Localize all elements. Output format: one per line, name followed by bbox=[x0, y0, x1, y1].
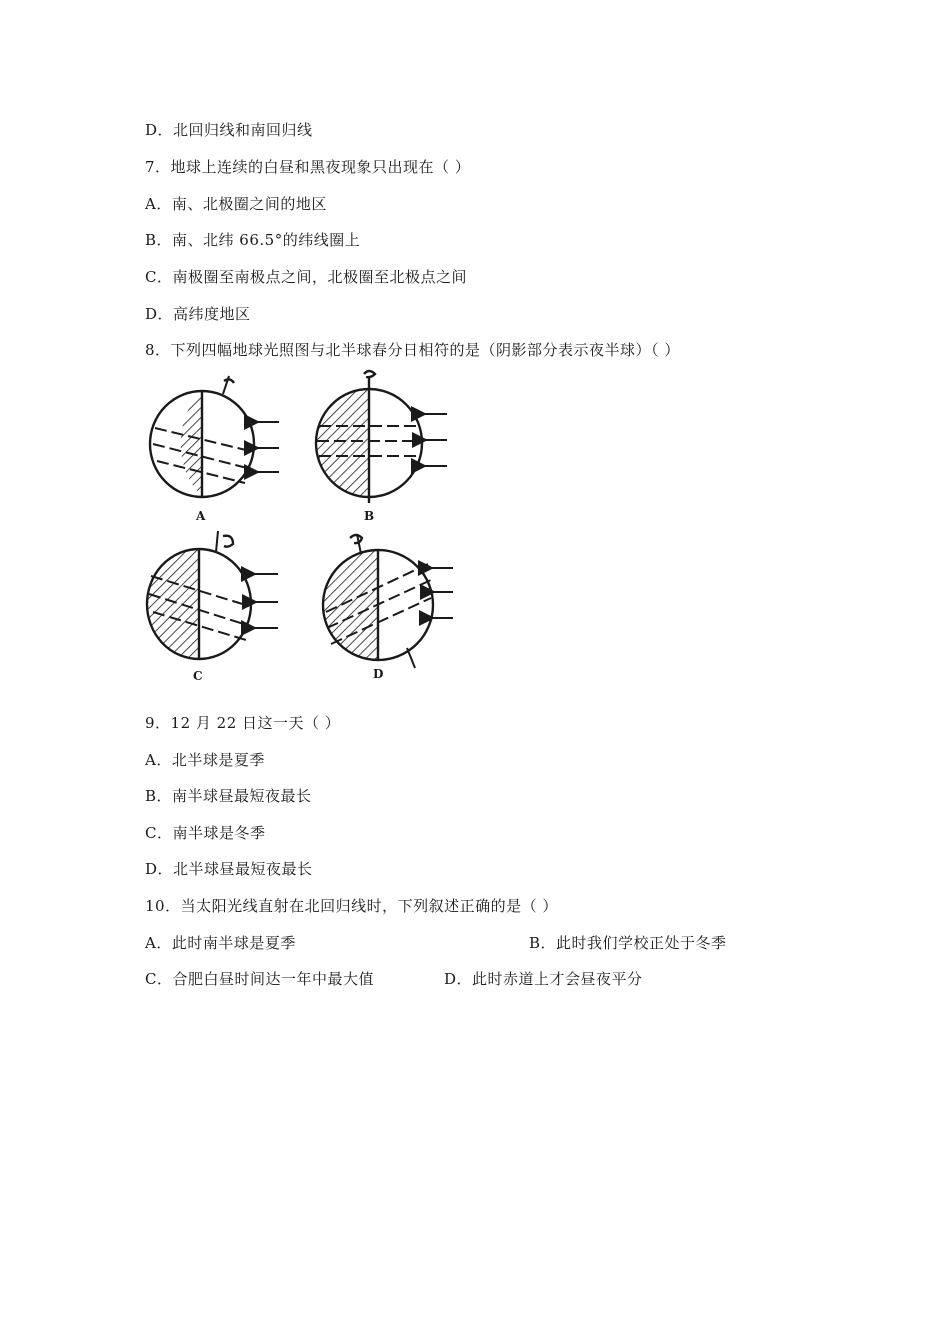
label-b: B bbox=[364, 509, 375, 523]
q10-option-d: D．此时赤道上才会昼夜平分 bbox=[444, 970, 643, 988]
earth-illumination-diagrams bbox=[143, 366, 458, 690]
q10-option-a: A．此时南半球是夏季 bbox=[145, 934, 296, 952]
q9-option-a: A．北半球是夏季 bbox=[145, 751, 265, 769]
q9-stem: 9．12 月 22 日这一天（ ） bbox=[145, 714, 341, 732]
globe-d bbox=[323, 534, 453, 681]
q10-option-b: B．此时我们学校正处于冬季 bbox=[529, 934, 727, 952]
q8-stem: 8．下列四幅地球光照图与北半球春分日相符的是（阴影部分表示夜半球）（ ） bbox=[145, 341, 680, 359]
label-d: D bbox=[373, 667, 384, 681]
q10-stem: 10．当太阳光线直射在北回归线时，下列叙述正确的是（ ） bbox=[145, 897, 558, 915]
q6-option-d: D．北回归线和南回归线 bbox=[145, 121, 313, 139]
globe-b bbox=[316, 371, 447, 523]
q7-stem: 7．地球上连续的白昼和黑夜现象只出现在（ ） bbox=[145, 158, 471, 176]
globe-c bbox=[147, 531, 278, 683]
q7-option-a: A．南、北极圈之间的地区 bbox=[145, 195, 327, 213]
q7-option-c: C．南极圈至南极点之间，北极圈至北极点之间 bbox=[145, 268, 467, 286]
q9-option-b: B．南半球昼最短夜最长 bbox=[145, 787, 312, 805]
label-a: A bbox=[196, 509, 206, 523]
q7-option-b: B．南、北纬 66.5°的纬线圈上 bbox=[145, 231, 361, 249]
label-c: C bbox=[193, 669, 203, 683]
q10-option-c: C．合肥白昼时间达一年中最大值 bbox=[145, 970, 374, 988]
q7-option-d: D．高纬度地区 bbox=[145, 305, 251, 323]
q9-option-d: D．北半球昼最短夜最长 bbox=[145, 860, 313, 878]
q9-option-c: C．南半球是冬季 bbox=[145, 824, 266, 842]
globe-a bbox=[150, 376, 279, 523]
